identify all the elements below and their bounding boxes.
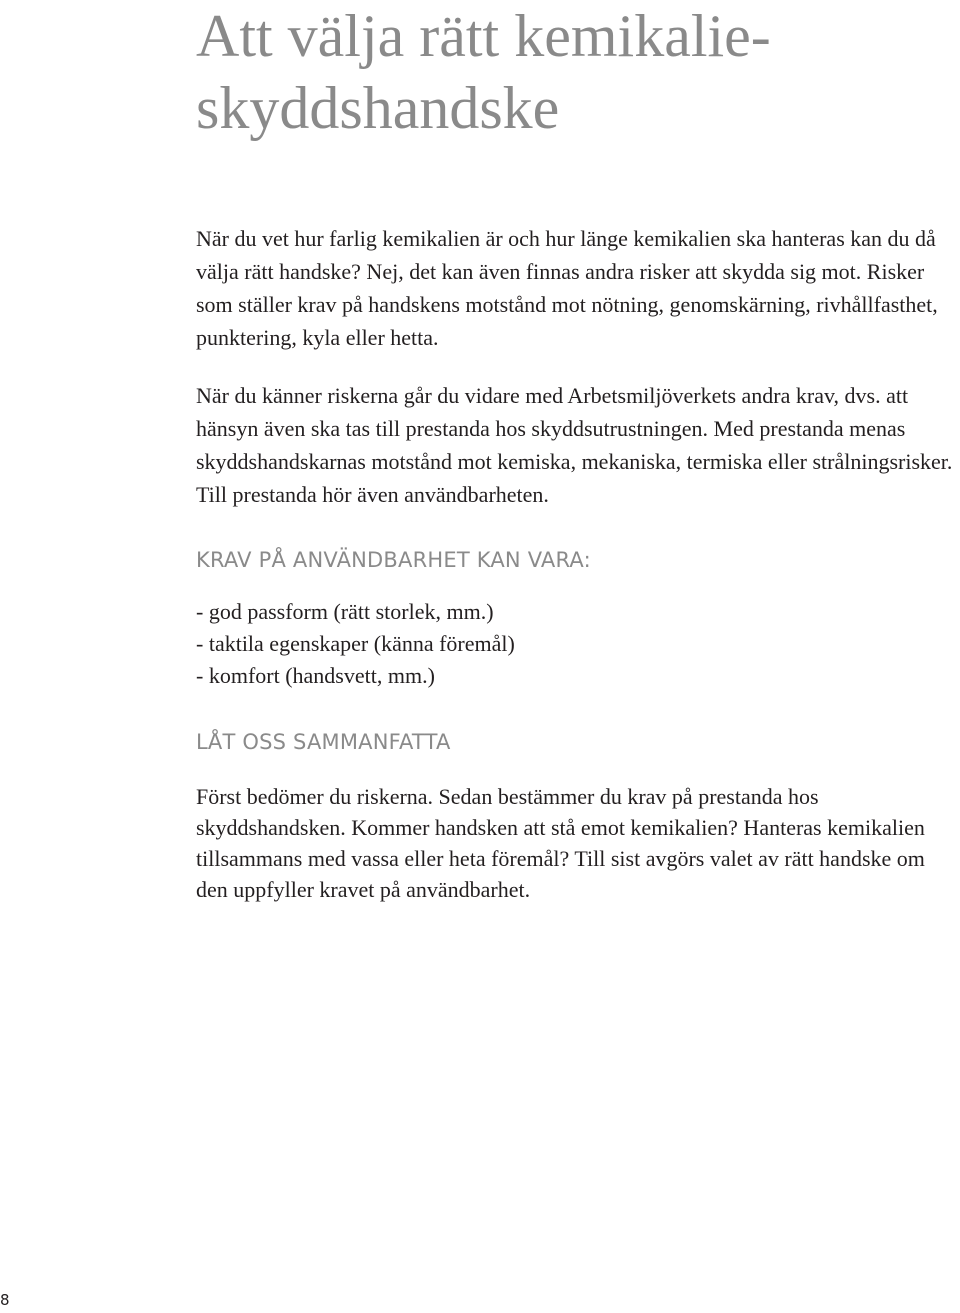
summary-heading: LÅT OSS SAMMANFATTA [196,730,451,754]
page-title [196,0,936,144]
list-item: - god passform (rätt storlek, mm.) [196,599,494,624]
usability-list [196,596,896,692]
page-number: 8 [0,1291,10,1309]
title-line-2: skyddshandske [196,75,560,141]
usability-heading: KRAV PÅ ANVÄNDBARHET KAN VARA: [196,548,591,572]
intro-paragraph: När du vet hur farlig kemikalien är och hur länge kemikalien ska hanteras kan du då välja rätt handske? Nej, det kan även finnas andra risker att skydda sig mot. Risker som ställer krav på handskens motstånd mot nötning, genomskärning, rivhållfasthet, punktering, kyla eller hetta. [196,226,938,350]
summary-paragraph: Först bedömer du riskerna. Sedan bestämmer du krav på prestanda hos skyddshandsken. Kommer handsken att stå emot kemikalien? Hanteras kemikalien tillsammans med vassa eller heta föremål? Till sist avgörs valet av rätt handske om den uppfyller kravet på användbarhet. [196,784,925,902]
list-item: - taktila egenskaper (känna föremål) [196,631,515,656]
title-line-1: Att välja rätt kemikalie- [196,3,771,69]
requirements-paragraph: När du känner riskerna går du vidare med Arbetsmiljöverkets andra krav, dvs. att hänsyn även ska tas till prestanda hos skyddsutrustningen. Med prestanda menas skyddshandskarnas motstånd mot kemiska, mekaniska, termiska eller strålningsrisker. Till prestanda hör även användbarheten. [196,383,953,507]
list-item: - komfort (handsvett, mm.) [196,663,435,688]
